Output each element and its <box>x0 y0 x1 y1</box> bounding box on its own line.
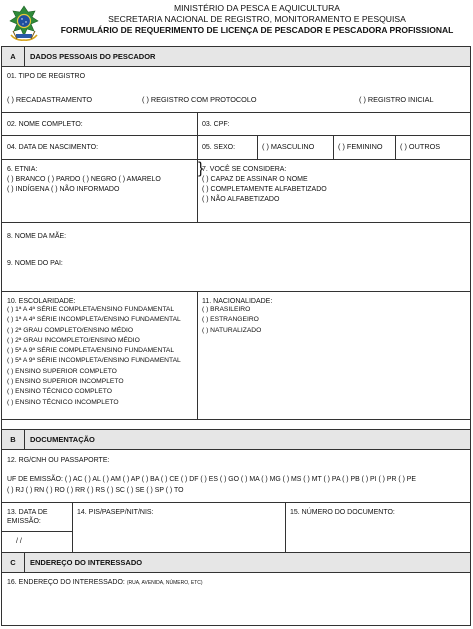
section-letter: C <box>2 553 25 572</box>
etnia-label: 6. ETNIA: <box>7 166 38 173</box>
section-a-header <box>2 47 470 67</box>
registro-label: 01. TIPO DE REGISTRO <box>7 73 86 80</box>
pis-field[interactable] <box>72 503 285 552</box>
sexo-outros-cell[interactable] <box>395 136 472 159</box>
nacionalidade-list <box>202 305 261 336</box>
nome-label: 02. NOME COMPLETO: <box>7 121 83 128</box>
option-registro-protocolo[interactable]: ( ) REGISTRO COM PROTOCOLO <box>142 95 257 104</box>
considera-label: 7. VOCÊ SE CONSIDERA: <box>202 166 287 173</box>
sexo-masculino-cell[interactable] <box>257 136 333 159</box>
ministry-name: MINISTÉRIO DA PESCA E AQUICULTURA <box>173 3 341 13</box>
escolaridade-option[interactable]: ( ) 2ª GRAU INCOMPLETO/ENSINO MÉDIO <box>7 336 140 344</box>
section-title: DADOS PESSOAIS DO PESCADOR <box>30 52 156 61</box>
endereco-row[interactable] <box>2 572 470 627</box>
uf-options-line2[interactable]: ( ) RJ ( ) RN ( ) RO ( ) RR ( ) RS ( ) SC ( ) SE ( ) SP ( ) TO <box>7 487 184 494</box>
escolaridade-row <box>2 292 470 420</box>
endereco-label-text: 16. ENDEREÇO DO INTERESSADO: <box>7 579 125 586</box>
uf-options-line1[interactable]: UF DE EMISSÃO: ( ) AC ( ) AL ( ) AM ( ) AP ( ) BA ( ) CE ( ) DF ( ) ES ( ) GO ( ) MA ( ) MG ( ) MS ( ) MT ( ) PA ( ) PB ( ) PI ( ) PR ( ) PE <box>7 476 416 483</box>
option-alfabetizado[interactable]: ( ) COMPLETAMENTE ALFABETIZADO <box>202 186 327 193</box>
pai-label: 9. NOME DO PAI: <box>7 260 63 267</box>
rg-row <box>2 449 470 503</box>
option-capaz-assinar[interactable]: ( ) CAPAZ DE ASSINAR O NOME <box>202 176 308 183</box>
escolaridade-option[interactable]: ( ) 5ª A 9ª SÉRIE COMPLETA/ENSINO FUNDAMENTAL <box>7 347 175 355</box>
section-spacer <box>2 420 470 430</box>
etnia-options-line2[interactable]: ( ) INDÍGENA ( ) NÃO INFORMADO <box>7 186 120 193</box>
nacionalidade-label: 11. NACIONALIDADE: <box>202 298 273 305</box>
numdoc-label: 15. NÚMERO DO DOCUMENTO: <box>290 509 395 516</box>
escolaridade-list <box>7 305 181 408</box>
filiacao-row <box>2 223 470 292</box>
cpf-label: 03. CPF: <box>202 121 230 128</box>
option-outros[interactable]: ( ) OUTROS <box>400 142 441 151</box>
escolaridade-option[interactable]: ( ) 1ª A 4ª SÉRIE COMPLETA/ENSINO FUNDAMENTAL <box>7 306 175 313</box>
secretariat-name: SECRETARIA NACIONAL DE REGISTRO, MONITORAMENTO E PESQUISA <box>108 14 406 24</box>
emissao-label-2: EMISSÃO: <box>7 518 41 525</box>
nacionalidade-option[interactable]: ( ) BRASILEIRO <box>202 306 251 313</box>
option-feminino[interactable]: ( ) FEMININO <box>338 142 383 151</box>
etnia-options-line1[interactable]: ( ) BRANCO ( ) PARDO ( ) NEGRO ( ) AMARELO <box>7 176 161 183</box>
mae-label: 8. NOME DA MÃE: <box>7 233 67 240</box>
form-header <box>45 3 469 36</box>
form-grid <box>1 46 471 626</box>
section-letter: B <box>2 430 25 449</box>
escolaridade-option[interactable]: ( ) 5ª A 9ª SÉRIE INCOMPLETA/ENSINO FUNDAMENTAL <box>7 357 181 365</box>
considera-cell: 7. VOCÊ SE CONSIDERA: ( ) CAPAZ DE ASSINAR O NOME ( ) COMPLETAMENTE ALFABETIZADO ( ) NÃO ALFABETIZADO } <box>197 160 472 222</box>
form-title: FORMULÁRIO DE REQUERIMENTO DE LICENÇA DE PESCADOR E PESCADORA PROFISSIONAL <box>60 25 454 35</box>
documentos-row <box>2 503 470 553</box>
section-b-header <box>2 430 470 450</box>
nacionalidade-option[interactable]: ( ) NATURALIZADO <box>202 326 262 334</box>
endereco-hint: (RUA, AVENIDA, NÚMERO, ETC) <box>126 580 203 586</box>
option-registro-inicial[interactable]: ( ) REGISTRO INICIAL <box>359 95 434 104</box>
escolaridade-option[interactable]: ( ) ENSINO TÉCNICO INCOMPLETO <box>7 398 119 406</box>
sexo-label-cell <box>197 136 257 159</box>
section-title: ENDEREÇO DO INTERESSADO <box>30 558 143 567</box>
cpf-field[interactable] <box>197 113 472 135</box>
option-nao-alfabetizado[interactable]: ( ) NÃO ALFABETIZADO <box>202 196 280 203</box>
emissao-date-field[interactable]: / / <box>16 538 22 545</box>
escolaridade-label: 10. ESCOLARIDADE: <box>7 298 76 305</box>
escolaridade-option[interactable]: ( ) 2ª GRAU COMPLETO/ENSINO MÉDIO <box>7 326 134 334</box>
nacionalidade-cell <box>197 292 472 419</box>
nascimento-label: 04. DATA DE NASCIMENTO: <box>7 144 99 151</box>
etnia-considera-row <box>2 160 470 223</box>
emissao-label-1: 13. DATA DE <box>7 509 48 516</box>
section-letter: A <box>2 47 25 66</box>
escolaridade-option[interactable]: ( ) ENSINO SUPERIOR COMPLETO <box>7 367 117 375</box>
numdoc-field[interactable] <box>285 503 472 552</box>
rg-label: 12. RG/CNH OU PASSAPORTE: <box>7 457 110 464</box>
registro-row <box>2 66 470 113</box>
sexo-feminino-cell[interactable] <box>333 136 395 159</box>
sexo-label: 05. SEXO: <box>202 144 236 151</box>
escolaridade-option[interactable]: ( ) ENSINO SUPERIOR INCOMPLETO <box>7 378 124 386</box>
escolaridade-option[interactable]: ( ) ENSINO TÉCNICO COMPLETO <box>7 388 112 396</box>
nascimento-sexo-row <box>2 136 470 160</box>
pis-label: 14. PIS/PASEP/NIT/NIS: <box>77 509 154 516</box>
nacionalidade-option[interactable]: ( ) ESTRANGEIRO <box>202 316 259 324</box>
section-c-header <box>2 553 470 573</box>
coat-of-arms-icon <box>7 5 41 43</box>
option-recadastramento[interactable]: ( ) RECADASTRAMENTO <box>7 95 93 104</box>
option-masculino[interactable]: ( ) MASCULINO <box>262 142 315 151</box>
emissao-divider <box>2 531 72 532</box>
endereco-label <box>7 578 203 588</box>
nome-cpf-row <box>2 113 470 136</box>
section-title: DOCUMENTAÇÃO <box>30 435 95 444</box>
escolaridade-option[interactable]: ( ) 1ª A 4ª SÉRIE INCOMPLETA/ENSINO FUNDAMENTAL <box>7 316 181 324</box>
